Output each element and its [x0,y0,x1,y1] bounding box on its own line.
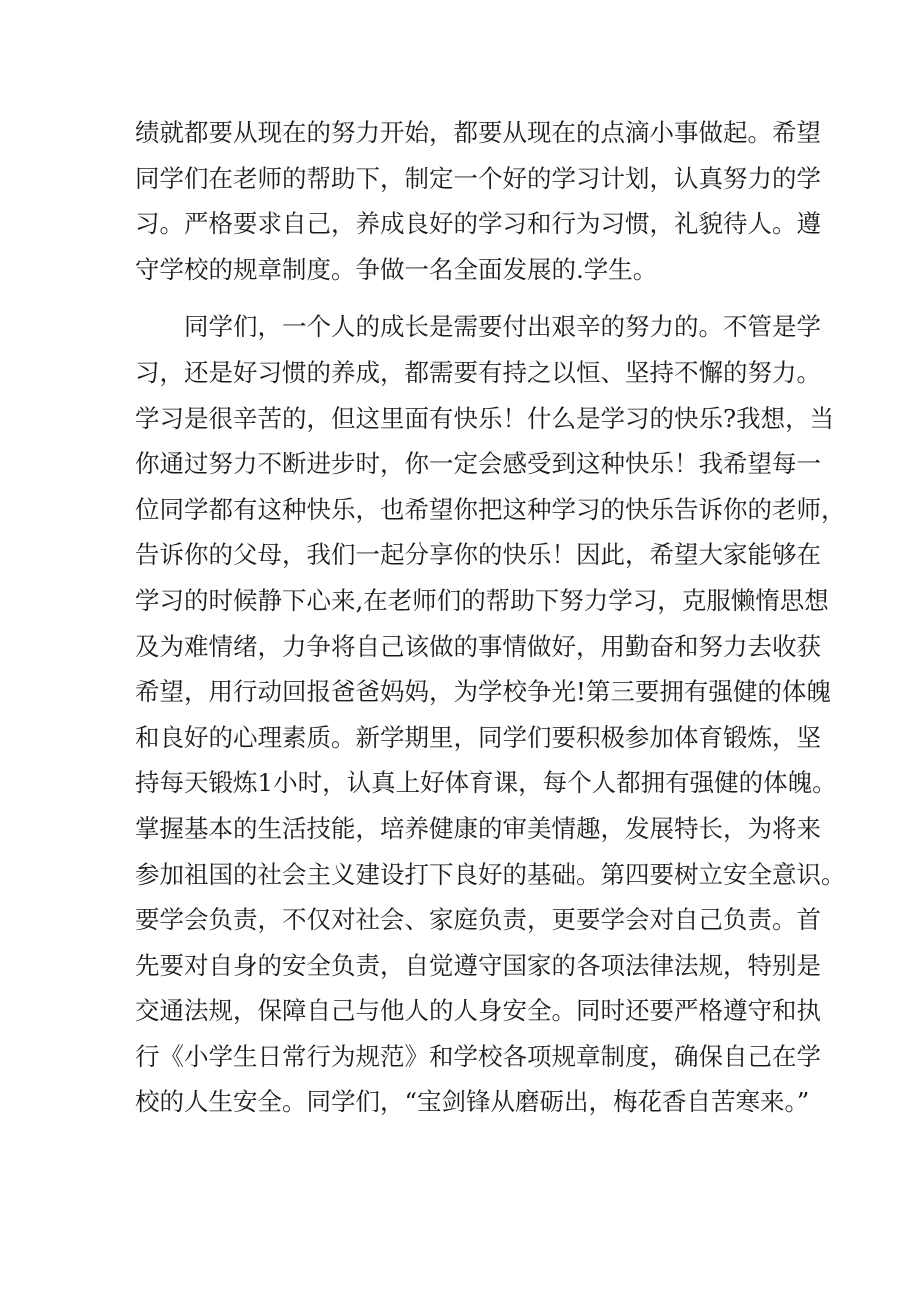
text-line: 校的人生安全。同学们，“宝剑锋从磨砺出，梅花香自苦寒来。” [135,1087,810,1117]
text-line: 参加祖国的社会主义建设打下良好的基础。第四要树立安全意识。 [135,859,846,889]
text-line: 你通过努力不断进步时，你一定会感受到这种快乐！我希望每一 [135,449,821,479]
text-line: 学习是很辛苦的，但这里面有快乐！什么是学习的快乐?我想，当 [135,403,835,433]
text-line: 绩就都要从现在的努力开始，都要从现在的点滴小事做起。希望 [135,118,821,147]
text-line: 习。严格要求自己，养成良好的学习和行为习惯，礼貌待人。遵 [135,209,821,239]
text-line: 希望，用行动回报爸爸妈妈，为学校争光!第三要拥有强健的体魄 [135,677,831,707]
text-line: 位同学都有这种快乐，也希望你把这种学习的快乐告诉你的老师， [135,494,846,524]
paragraph-spacer [135,292,825,304]
text-line: 交通法规，保障自己与他人的人身安全。同时还要严格遵守和执 [135,996,821,1026]
text-line: 和良好的心理素质。新学期里，同学们要积极参加体育锻炼，坚 [135,722,821,752]
text-line: 守学校的规章制度。争做一名全面发展的.学生。 [135,254,658,284]
text-line: 要学会负责，不仅对社会、家庭负责，更要学会对自己负责。首 [135,905,821,935]
text-line: 持每天锻炼1小时，认真上好体育课，每个人都拥有强健的体魄。 [135,768,837,798]
text-line: 学习的时候静下心来,在老师们的帮助下努力学习，克服懒惰思想 [135,585,829,615]
body-text [135,110,846,1125]
text-line: 同学们，一个人的成长是需要付出艰辛的努力的。不管是学 [184,312,821,342]
text-line: 先要对自身的安全负责，自觉遵守国家的各项法律法规，特别是 [135,950,821,980]
paragraph [135,304,846,1125]
text-line: 掌握基本的生活技能，培养健康的审美情趣，发展特长，为将来 [135,813,821,843]
text-line: 及为难情绪，力争将自己该做的事情做好，用勤奋和努力去收获 [135,631,821,661]
text-line: 行《小学生日常行为规范》和学校各项规章制度，确保自己在学 [135,1041,821,1071]
text-line: 同学们在老师的帮助下，制定一个好的学习计划，认真努力的学 [135,163,821,193]
text-line: 习，还是好习惯的养成，都需要有持之以恒、坚持不懈的努力。 [135,357,821,387]
paragraph [135,110,825,292]
text-line: 告诉你的父母，我们一起分享你的快乐！因此，希望大家能够在 [135,540,821,570]
